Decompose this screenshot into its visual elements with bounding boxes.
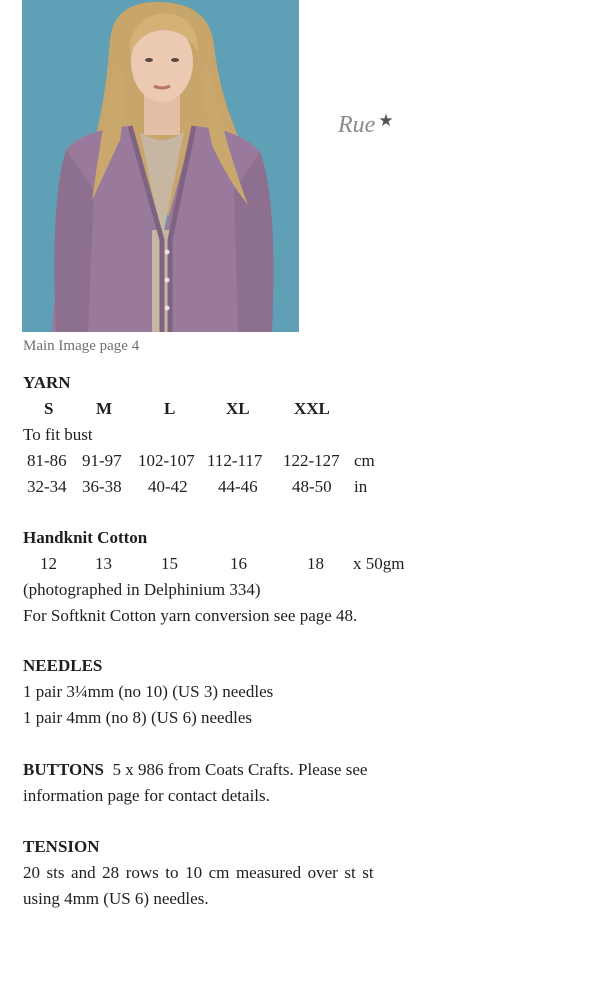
photographed-in: (photographed in Delphinium 334) bbox=[23, 580, 261, 599]
fit-bust-label: To fit bust bbox=[23, 425, 93, 444]
cm-unit: cm bbox=[354, 451, 375, 470]
needle-line-1: 1 pair 3¼mm (no 10) (US 3) needles bbox=[23, 682, 274, 701]
qty-l: 15 bbox=[161, 554, 178, 573]
size-m: M bbox=[96, 399, 113, 418]
qty-m: 13 bbox=[95, 554, 112, 573]
in-value-xl: 44-46 bbox=[218, 477, 258, 496]
in-value-l: 40-42 bbox=[148, 477, 188, 496]
in-unit: in bbox=[354, 477, 368, 496]
model-photo bbox=[22, 0, 299, 332]
cm-value-s: 81-86 bbox=[27, 451, 67, 470]
needle-line-2: 1 pair 4mm (no 8) (US 6) needles bbox=[23, 708, 252, 727]
size-s: S bbox=[44, 399, 54, 418]
in-value-xxl: 48-50 bbox=[292, 477, 332, 496]
size-xl: XL bbox=[226, 399, 250, 418]
in-value-m: 36-38 bbox=[82, 477, 122, 496]
pattern-name: Rue bbox=[338, 112, 376, 138]
star-icon: ★ bbox=[378, 111, 394, 130]
tension-line-2: using 4mm (US 6) needles. bbox=[23, 889, 209, 908]
buttons-heading: BUTTONS bbox=[23, 760, 104, 779]
handknit-heading: Handknit Cotton bbox=[23, 528, 148, 547]
size-xxl: XXL bbox=[294, 399, 330, 418]
pattern-title bbox=[338, 112, 394, 139]
size-l: L bbox=[164, 399, 176, 418]
qty-xl: 16 bbox=[230, 554, 247, 573]
qty-unit: x 50gm bbox=[353, 554, 405, 573]
qty-xxl: 18 bbox=[307, 554, 324, 573]
cm-value-xxl: 122-127 bbox=[283, 451, 340, 470]
conversion-note: For Softknit Cotton yarn conversion see page 48. bbox=[23, 606, 358, 625]
in-value-s: 32-34 bbox=[27, 477, 67, 496]
buttons-text-1: 5 x 986 from Coats Crafts. Please see bbox=[112, 760, 368, 779]
image-caption: Main Image page 4 bbox=[23, 338, 140, 354]
needles-heading: NEEDLES bbox=[23, 656, 103, 675]
tension-heading: TENSION bbox=[23, 837, 100, 856]
tension-line-1: 20 sts and 28 rows to 10 cm measured over st st bbox=[23, 863, 374, 882]
yarn-heading: YARN bbox=[23, 373, 71, 392]
cm-value-m: 91-97 bbox=[82, 451, 122, 470]
cm-value-l: 102-107 bbox=[138, 451, 195, 470]
buttons-line-1 bbox=[23, 760, 367, 780]
buttons-text-2: information page for contact details. bbox=[23, 786, 270, 805]
photo-illustration bbox=[22, 0, 299, 332]
qty-s: 12 bbox=[40, 554, 57, 573]
cm-value-xl: 112-117 bbox=[207, 451, 263, 470]
